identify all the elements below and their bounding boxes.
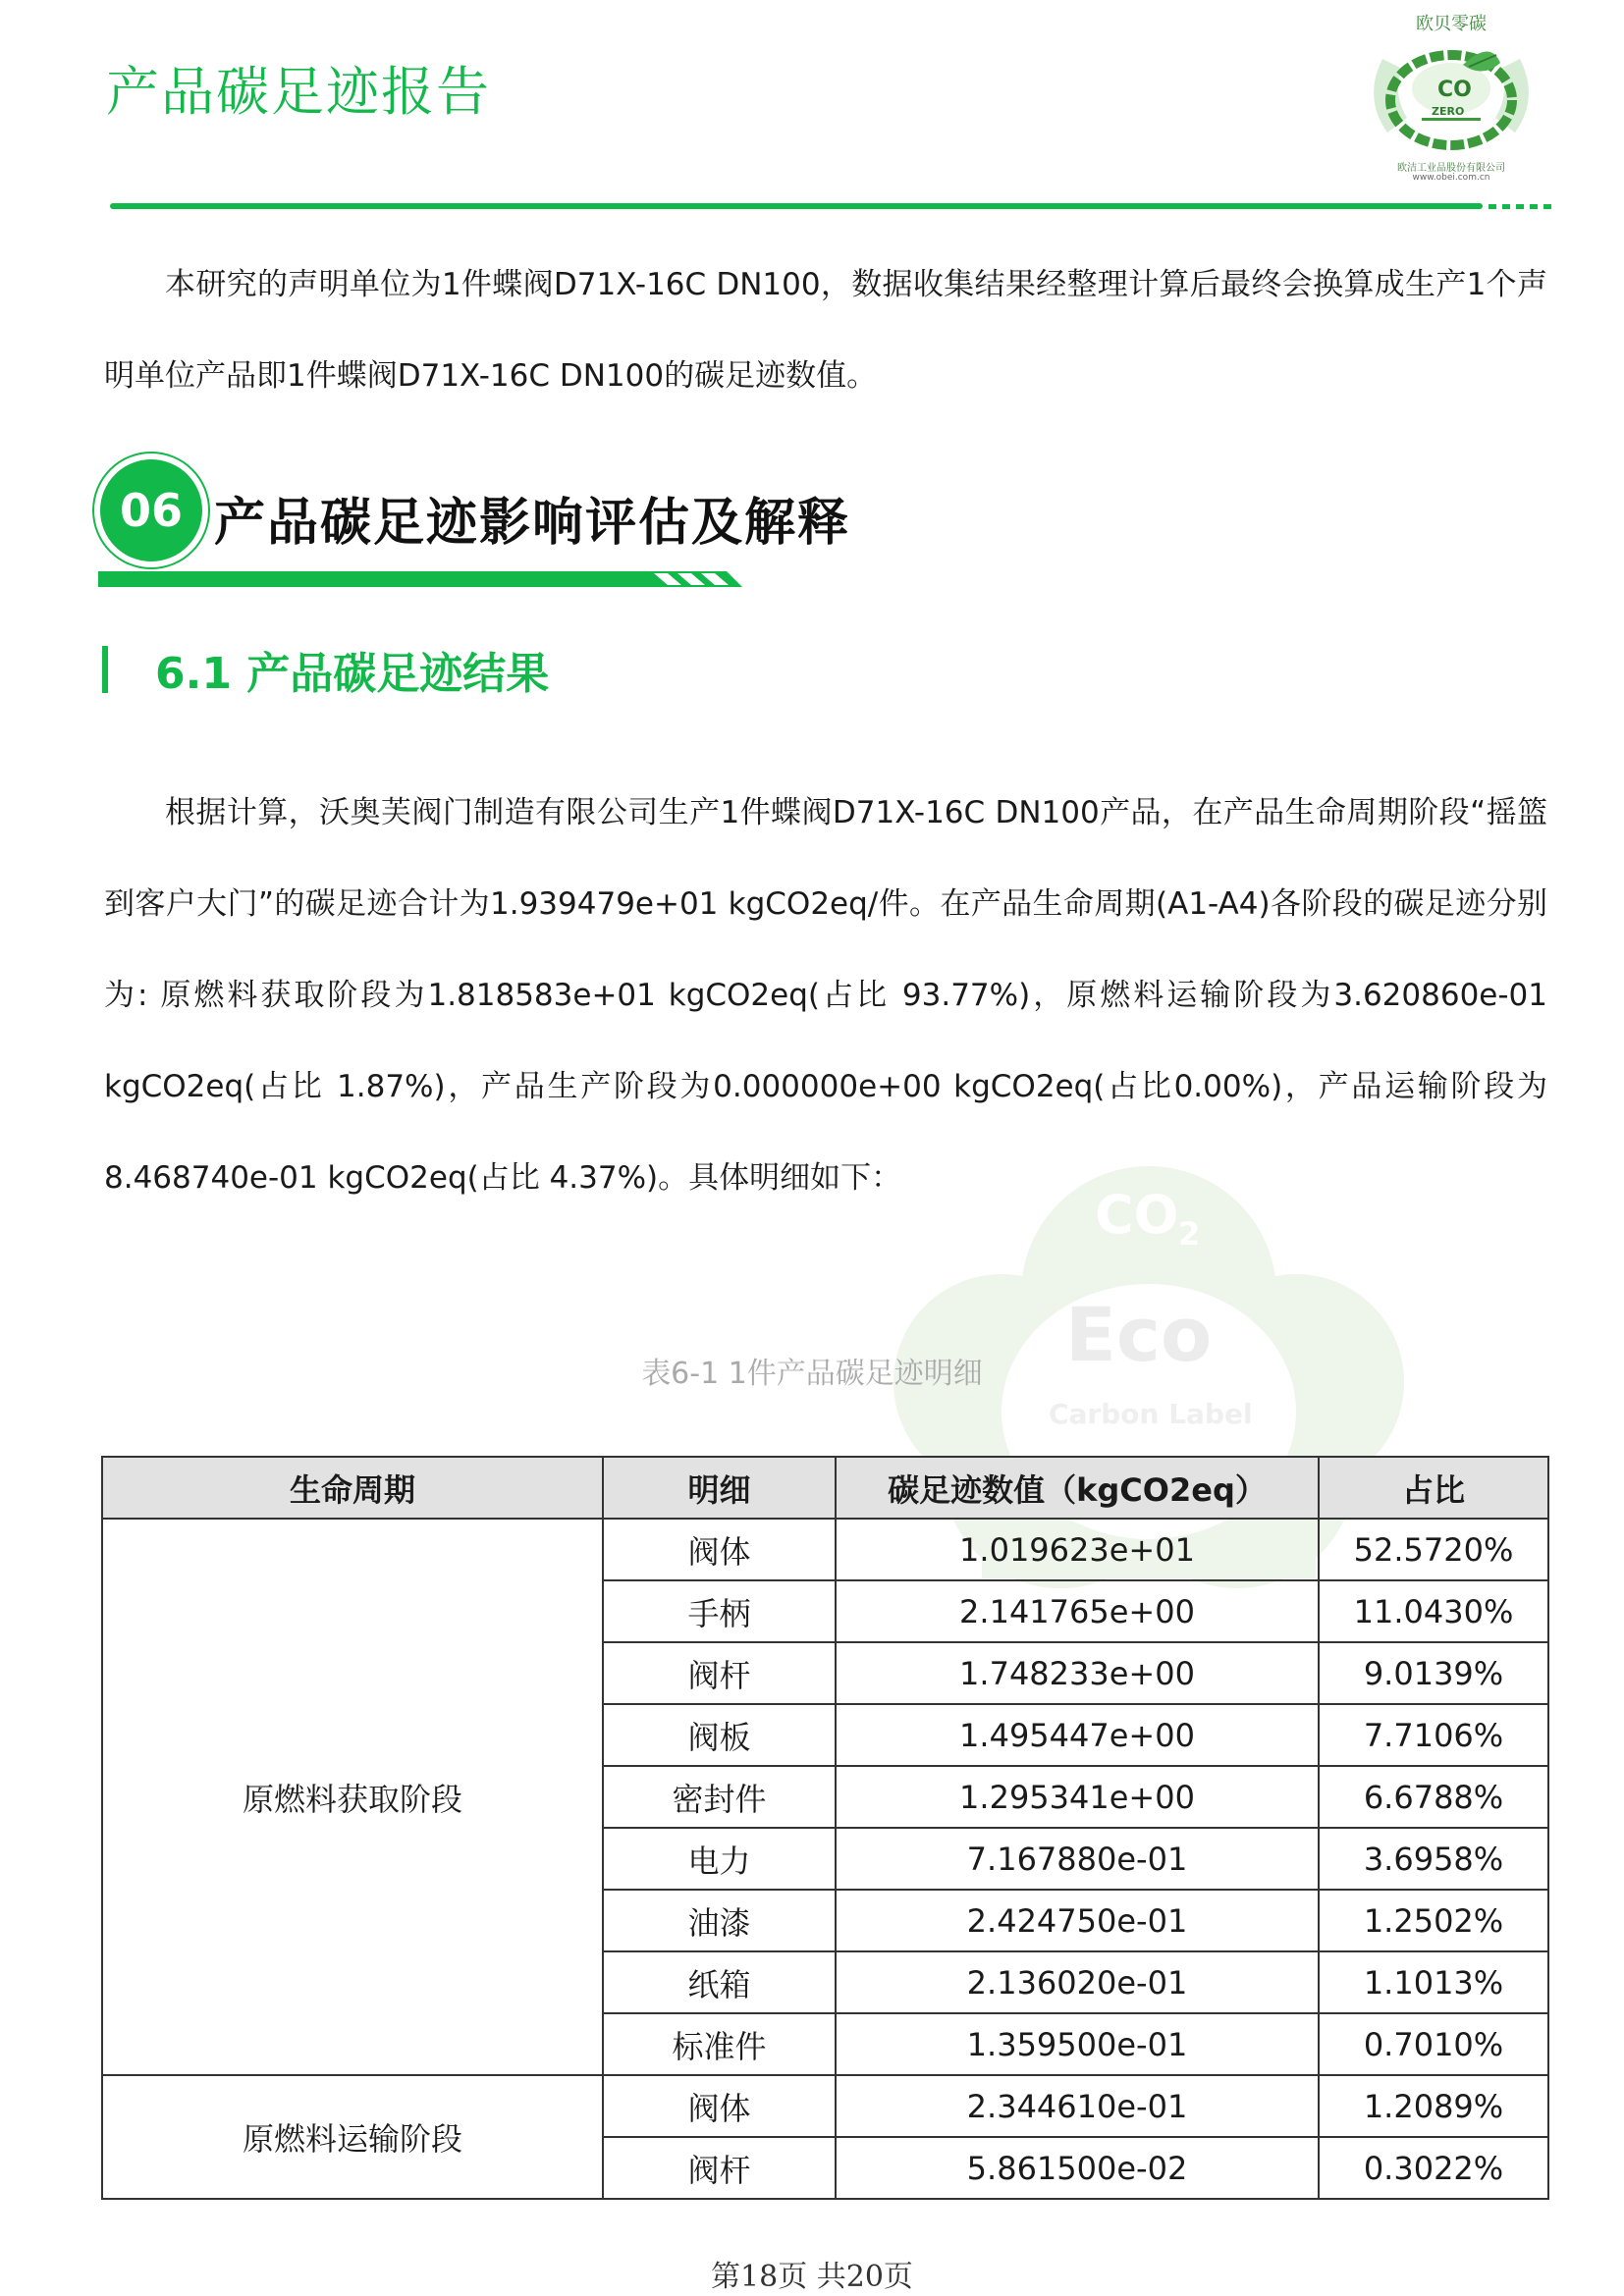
page-number: 第18页 共20页 <box>711 2260 913 2294</box>
share-cell: 1.2502% <box>1319 1890 1548 1951</box>
item-cell: 纸箱 <box>603 1951 836 2013</box>
results-paragraph: 根据计算，沃奥芙阀门制造有限公司生产1件蝶阀D71X-16C DN100产品，在产品生命周期阶段“摇篮到客户大门”的碳足迹合计为1.939479e+01 kgCO2eq/件。在产品生命周期(A1-A4)各阶段的碳足迹分别为: 原燃料获取阶段为1.818583e+01 kgCO2eq(占比 93.77%)，原燃料运输阶段为3.620860e-01 kgCO2eq(占比 1.87%)，产品生产阶段为0.000000e+00 kgCO2eq(占比0.00%)，产品运输阶段为8.468740e-01 kgCO2eq(占比 4.37%)。具体明细如下： <box>104 795 1547 1196</box>
table-body <box>102 1519 1548 2199</box>
header-divider <box>110 203 1483 209</box>
item-cell: 阀体 <box>603 1519 836 1580</box>
item-cell: 密封件 <box>603 1766 836 1828</box>
share-cell: 7.7106% <box>1319 1704 1548 1766</box>
item-cell: 标准件 <box>603 2013 836 2075</box>
section-heading <box>98 459 851 591</box>
share-cell: 1.1013% <box>1319 1951 1548 2013</box>
value-cell: 1.748233e+00 <box>836 1642 1319 1704</box>
svg-text:CO: CO <box>1437 78 1472 102</box>
value-cell: 2.141765e+00 <box>836 1580 1319 1642</box>
share-cell: 9.0139% <box>1319 1642 1548 1704</box>
header-item: 明细 <box>603 1457 836 1519</box>
svg-text:ZERO: ZERO <box>1432 105 1465 118</box>
svg-text:Carbon Label: Carbon Label <box>1049 1398 1253 1430</box>
subsection-marker <box>102 646 108 693</box>
intro-paragraph: 本研究的声明单位为1件蝶阀D71X-16C DN100，数据收集结果经整理计算后最终会换算成生产1个声明单位产品即1件蝶阀D71X-16C DN100的碳足迹数值。 <box>104 267 1547 394</box>
section-underline-bar <box>98 565 746 591</box>
carbon-footprint-table <box>101 1456 1549 2200</box>
item-cell: 手柄 <box>603 1580 836 1642</box>
item-cell: 阀杆 <box>603 1642 836 1704</box>
header-share: 占比 <box>1319 1457 1548 1519</box>
logo-brand-text: 欧贝零碳 <box>1416 14 1487 34</box>
report-title: 产品碳足迹报告 <box>106 61 491 123</box>
share-cell: 6.6788% <box>1319 1766 1548 1828</box>
header-value: 碳足迹数值（kgCO2eq） <box>836 1457 1319 1519</box>
table-row <box>102 2075 1548 2137</box>
svg-text:CO: CO <box>1095 1184 1179 1246</box>
section-number-badge: 06 <box>100 459 202 561</box>
share-cell: 0.7010% <box>1319 2013 1548 2075</box>
stage-cell: 原燃料运输阶段 <box>102 2075 603 2199</box>
subsection-title: 6.1 产品碳足迹结果 <box>155 649 550 699</box>
value-cell: 2.136020e-01 <box>836 1951 1319 2013</box>
header-divider-dots <box>1489 204 1551 209</box>
item-cell: 油漆 <box>603 1890 836 1951</box>
value-cell: 7.167880e-01 <box>836 1828 1319 1890</box>
value-cell: 1.359500e-01 <box>836 2013 1319 2075</box>
table-header-row <box>102 1457 1548 1519</box>
stage-cell: 原燃料获取阶段 <box>102 1519 603 2075</box>
share-cell: 52.5720% <box>1319 1519 1548 1580</box>
company-logo <box>1353 6 1549 187</box>
share-cell: 0.3022% <box>1319 2137 1548 2199</box>
svg-text:2: 2 <box>1178 1215 1201 1253</box>
logo-url-text: www.obei.com.cn <box>1412 173 1490 183</box>
subsection-heading <box>102 638 549 701</box>
share-cell: 11.0430% <box>1319 1580 1548 1642</box>
item-cell: 阀杆 <box>603 2137 836 2199</box>
share-cell: 1.2089% <box>1319 2075 1548 2137</box>
header-lifecycle: 生命周期 <box>102 1457 603 1519</box>
value-cell: 2.344610e-01 <box>836 2075 1319 2137</box>
table-caption: 表6-1 1件产品碳足迹明细 <box>641 1357 983 1391</box>
svg-text:Eco: Eco <box>1065 1291 1213 1378</box>
item-cell: 阀板 <box>603 1704 836 1766</box>
item-cell: 电力 <box>603 1828 836 1890</box>
table-row <box>102 1519 1548 1580</box>
logo-emblem-icon <box>1353 20 1549 177</box>
item-cell: 阀体 <box>603 2075 836 2137</box>
value-cell: 1.295341e+00 <box>836 1766 1319 1828</box>
logo-company-text: 欧洁工业品股份有限公司 <box>1397 163 1505 174</box>
value-cell: 1.019623e+01 <box>836 1519 1319 1580</box>
value-cell: 5.861500e-02 <box>836 2137 1319 2199</box>
section-title: 产品碳足迹影响评估及解释 <box>214 494 851 553</box>
value-cell: 1.495447e+00 <box>836 1704 1319 1766</box>
share-cell: 3.6958% <box>1319 1828 1548 1890</box>
value-cell: 2.424750e-01 <box>836 1890 1319 1951</box>
